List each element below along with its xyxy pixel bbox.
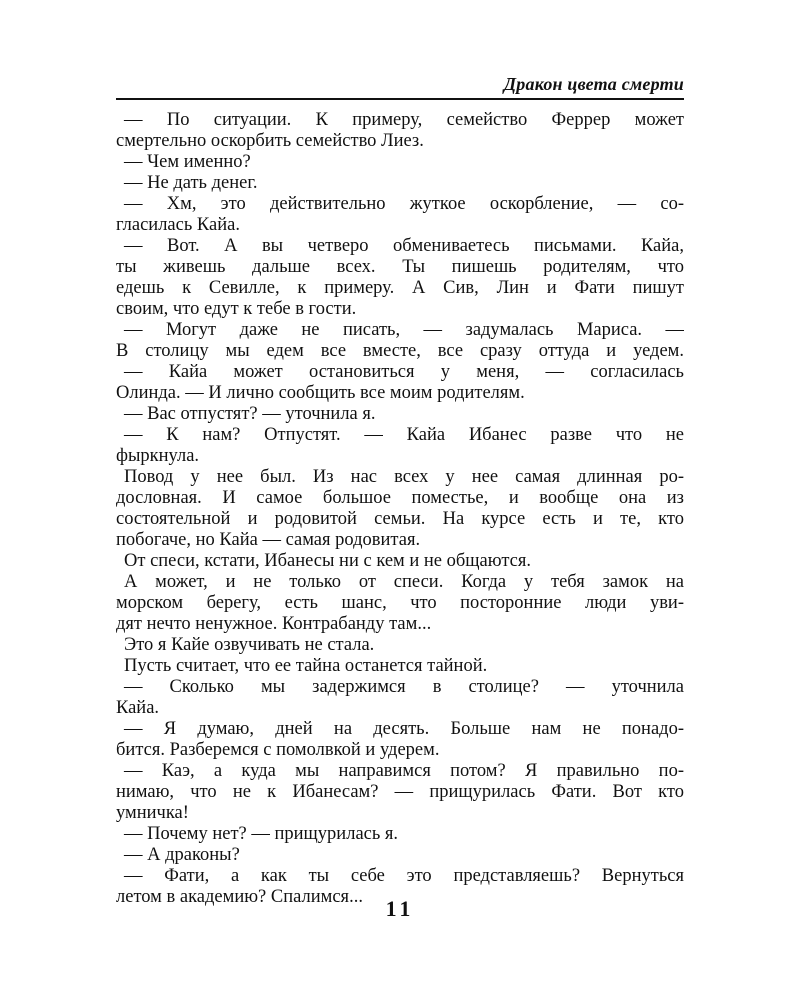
running-title: Дракон цвета смерти bbox=[503, 74, 684, 94]
text-line: бится. Разберемся с помолвкой и удерем. bbox=[116, 740, 440, 760]
text-line: — Хм, это действительно жуткое оскорбление, — со- bbox=[124, 194, 684, 214]
text-line: — Я думаю, дней на десять. Больше нам не понадо- bbox=[124, 719, 684, 739]
page-number: 11 bbox=[385, 896, 415, 921]
text-line: — Вас отпустят? — уточнила я. bbox=[124, 404, 376, 424]
text-line: — Чем именно? bbox=[124, 152, 251, 172]
text-line: — Каэ, а куда мы направимся потом? Я правильно по- bbox=[124, 761, 684, 781]
text-line: фыркнула. bbox=[116, 446, 200, 466]
text-line: Повод у нее был. Из нас всех у нее самая длинная ро- bbox=[124, 467, 684, 487]
text-line: Пусть считает, что ее тайна останется тайной. bbox=[124, 656, 488, 676]
text-line: Кайа. bbox=[116, 698, 160, 718]
text-line: — Могут даже не писать, — задумалась Мариса. — bbox=[124, 320, 684, 340]
text-line: побогаче, но Кайа — самая родовитая. bbox=[116, 530, 421, 550]
text-line: — Фати, а как ты себе это представляешь? Вернуться bbox=[124, 866, 684, 886]
text-line: В столицу мы едем все вместе, все сразу оттуда и уедем. bbox=[116, 341, 684, 361]
text-line: ты живешь дальше всех. Ты пишешь родителям, что bbox=[116, 257, 684, 277]
text-line: летом в академию? Спалимся... bbox=[116, 887, 363, 907]
text-line: — Вот. А вы четверо обмениваетесь письмами. Кайа, bbox=[124, 236, 684, 256]
text-line: нимаю, что не к Ибанесам? — прищурилась Фати. Вот кто bbox=[116, 782, 684, 802]
body-text bbox=[116, 110, 684, 908]
text-line: А может, и не только от спеси. Когда у тебя замок на bbox=[124, 572, 684, 592]
text-line: От спеси, кстати, Ибанесы ни с кем и не общаются. bbox=[124, 551, 531, 571]
text-line: морском берегу, есть шанс, что посторонние люди уви- bbox=[116, 593, 684, 613]
running-header bbox=[116, 72, 684, 100]
text-line: Олинда. — И лично сообщить все моим родителям. bbox=[116, 383, 525, 403]
text-line: — А драконы? bbox=[124, 845, 240, 865]
text-line: — Не дать денег. bbox=[124, 173, 258, 193]
text-line: — Сколько мы задержимся в столице? — уточнила bbox=[124, 677, 684, 697]
text-line: дят нечто ненужное. Контрабанду там... bbox=[116, 614, 432, 634]
text-line: — Почему нет? — прищурилась я. bbox=[124, 824, 399, 844]
text-line: — К нам? Отпустят. — Кайа Ибанес разве что не bbox=[124, 425, 684, 445]
text-line: дословная. И самое большое поместье, и вообще она из bbox=[116, 488, 684, 508]
text-line: умничка! bbox=[116, 803, 189, 823]
text-line: своим, что едут к тебе в гости. bbox=[116, 299, 357, 319]
text-line: состоятельной и родовитой семьи. На курсе есть и те, кто bbox=[116, 509, 684, 529]
text-line: едешь к Севилле, к примеру. А Сив, Лин и Фати пишут bbox=[116, 278, 684, 298]
text-line: — Кайа может остановиться у меня, — согласилась bbox=[124, 362, 684, 382]
text-line: Это я Кайе озвучивать не стала. bbox=[124, 635, 375, 655]
text-line: — По ситуации. К примеру, семейство Феррер может bbox=[124, 110, 684, 130]
text-line: смертельно оскорбить семейство Лиез. bbox=[116, 131, 424, 151]
text-line: гласилась Кайа. bbox=[116, 215, 240, 235]
